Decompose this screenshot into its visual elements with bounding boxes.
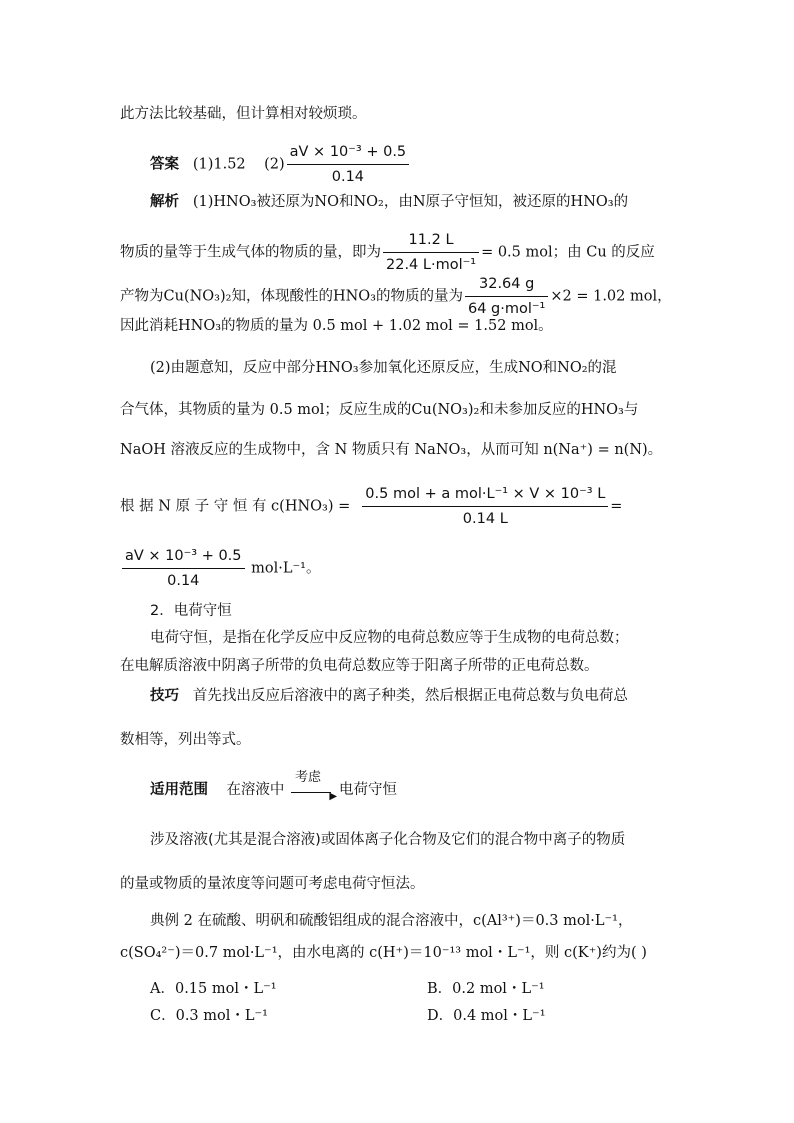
arrow-shaft xyxy=(291,792,331,793)
analysis-line-2 xyxy=(120,230,655,275)
analysis-p2-text-4a: 根 据 N 原 子 守 恒 有 c(HNO₃) = xyxy=(120,498,351,515)
answer-fraction xyxy=(287,142,410,187)
analysis-text-2a: 物质的量等于生成气体的物质的量，即为 xyxy=(120,244,381,261)
analysis-text-3a: 产物为Cu(NO₃)₂知，体现酸性的HNO₃的物质的量为 xyxy=(120,288,463,305)
option-b: B．0.2 mol・L⁻¹ xyxy=(427,981,545,997)
scope-text-a: 在溶液中 xyxy=(226,782,285,798)
analysis-p2-line-2: 合气体，其物质的量为 0.5 mol；反应生成的Cu(NO₃)₂和未参加反应的HNO₃与 xyxy=(120,402,639,418)
analysis-p2-line-5 xyxy=(120,546,320,591)
analysis-p2-line-1: (2)由题意知，反应中部分HNO₃参加氧化还原反应，生成NO和NO₂的混 xyxy=(150,360,617,376)
section-2-title: 2．电荷守恒 xyxy=(150,603,232,619)
fraction-3-numerator: 0.5 mol + a mol·L⁻¹ × V × 10⁻³ L xyxy=(362,484,608,507)
fraction-4-denominator: 0.14 xyxy=(167,573,200,589)
analysis-line-4: 因此消耗HNO₃的物质的量为 0.5 mol + 1.02 mol = 1.52 mol。 xyxy=(120,318,553,334)
arrow-head-icon: ▶ xyxy=(329,791,338,802)
answer-numerator: aV × 10⁻³ + 0.5 xyxy=(287,142,410,165)
fraction-1-denominator: 22.4 L·mol⁻¹ xyxy=(386,257,477,273)
tip-line-2: 数相等，列出等式。 xyxy=(120,732,251,748)
analysis-p2-line-4 xyxy=(120,484,622,529)
section-2-definition-1: 电荷守恒，是指在化学反应中反应物的电荷总数应等于生成物的电荷总数； xyxy=(150,630,629,646)
option-a: A．0.15 mol・L⁻¹ xyxy=(150,981,277,997)
fraction-2-denominator: 64 g·mol⁻¹ xyxy=(467,301,546,317)
tip-label: 技巧 xyxy=(150,688,179,704)
tip-line-1 xyxy=(150,686,628,706)
answer-label: 答案 xyxy=(150,155,179,173)
fraction-1-numerator: 11.2 L xyxy=(383,230,479,253)
analysis-fraction-3 xyxy=(362,484,608,529)
analysis-fraction-4 xyxy=(122,546,245,591)
answer-line xyxy=(150,142,411,187)
option-c: C．0.3 mol・L⁻¹ xyxy=(150,1008,268,1024)
fraction-2-numerator: 32.64 g xyxy=(465,274,548,297)
analysis-fraction-2 xyxy=(465,274,548,319)
example-line-1: 典例 2 在硫酸、明矾和硫酸铝组成的混合溶液中，c(Al³⁺)＝0.3 mol·L⁻¹， xyxy=(150,913,633,929)
intro-line: 此方法比较基础，但计算相对较烦琐。 xyxy=(120,106,367,122)
scope-detail-2: 的量或物质的量浓度等问题可考虑电荷守恒法。 xyxy=(120,876,425,892)
scope-label: 适用范围 xyxy=(150,782,208,798)
consider-arrow-label: 考虑 xyxy=(295,770,322,785)
analysis-text-3b: ×2 = 1.02 mol， xyxy=(550,288,672,305)
analysis-p2-text-4b: = xyxy=(610,498,623,515)
tip-text-1: 首先找出反应后溶液中的离子种类，然后根据正电荷总数与负电荷总 xyxy=(192,688,628,704)
answer-part1: (1)1.52 xyxy=(192,156,246,173)
section-2-definition-2: 在电解质溶液中阴离子所带的负电荷总数应等于阳离子所带的正电荷总数。 xyxy=(120,658,599,674)
analysis-label: 解析 xyxy=(150,193,179,210)
analysis-text-1: (1)HNO₃被还原为NO和NO₂，由N原子守恒知，被还原的HNO₃的 xyxy=(192,194,629,210)
analysis-line-1 xyxy=(150,192,628,212)
scope-detail-1: 涉及溶液(尤其是混合溶液)或固体离子化合物及它们的混合物中离子的物质 xyxy=(150,832,626,848)
fraction-4-numerator: aV × 10⁻³ + 0.5 xyxy=(122,546,245,569)
consider-arrow xyxy=(291,770,338,802)
scope-line xyxy=(150,770,398,802)
analysis-p2-line-3: NaOH 溶液反应的生成物中，含 N 物质只有 NaNO₃，从而可知 n(Na⁺) = n(N)。 xyxy=(120,442,663,458)
answer-part2-prefix: (2) xyxy=(264,156,285,173)
scope-text-b: 电荷守恒 xyxy=(339,782,398,798)
analysis-fraction-1 xyxy=(383,230,479,275)
fraction-3-denominator: 0.14 L xyxy=(462,511,508,527)
option-d: D．0.4 mol・L⁻¹ xyxy=(427,1008,546,1024)
answer-denominator: 0.14 xyxy=(331,169,365,185)
analysis-line-3 xyxy=(120,274,672,319)
example-line-2: c(SO₄²⁻)＝0.7 mol·L⁻¹，由水电离的 c(H⁺)＝10⁻¹³ mol・L⁻¹，则 c(K⁺)约为( ) xyxy=(120,945,647,961)
analysis-p2-text-5b: mol·L⁻¹。 xyxy=(251,560,321,577)
analysis-text-2b: = 0.5 mol；由 Cu 的反应 xyxy=(481,244,655,261)
